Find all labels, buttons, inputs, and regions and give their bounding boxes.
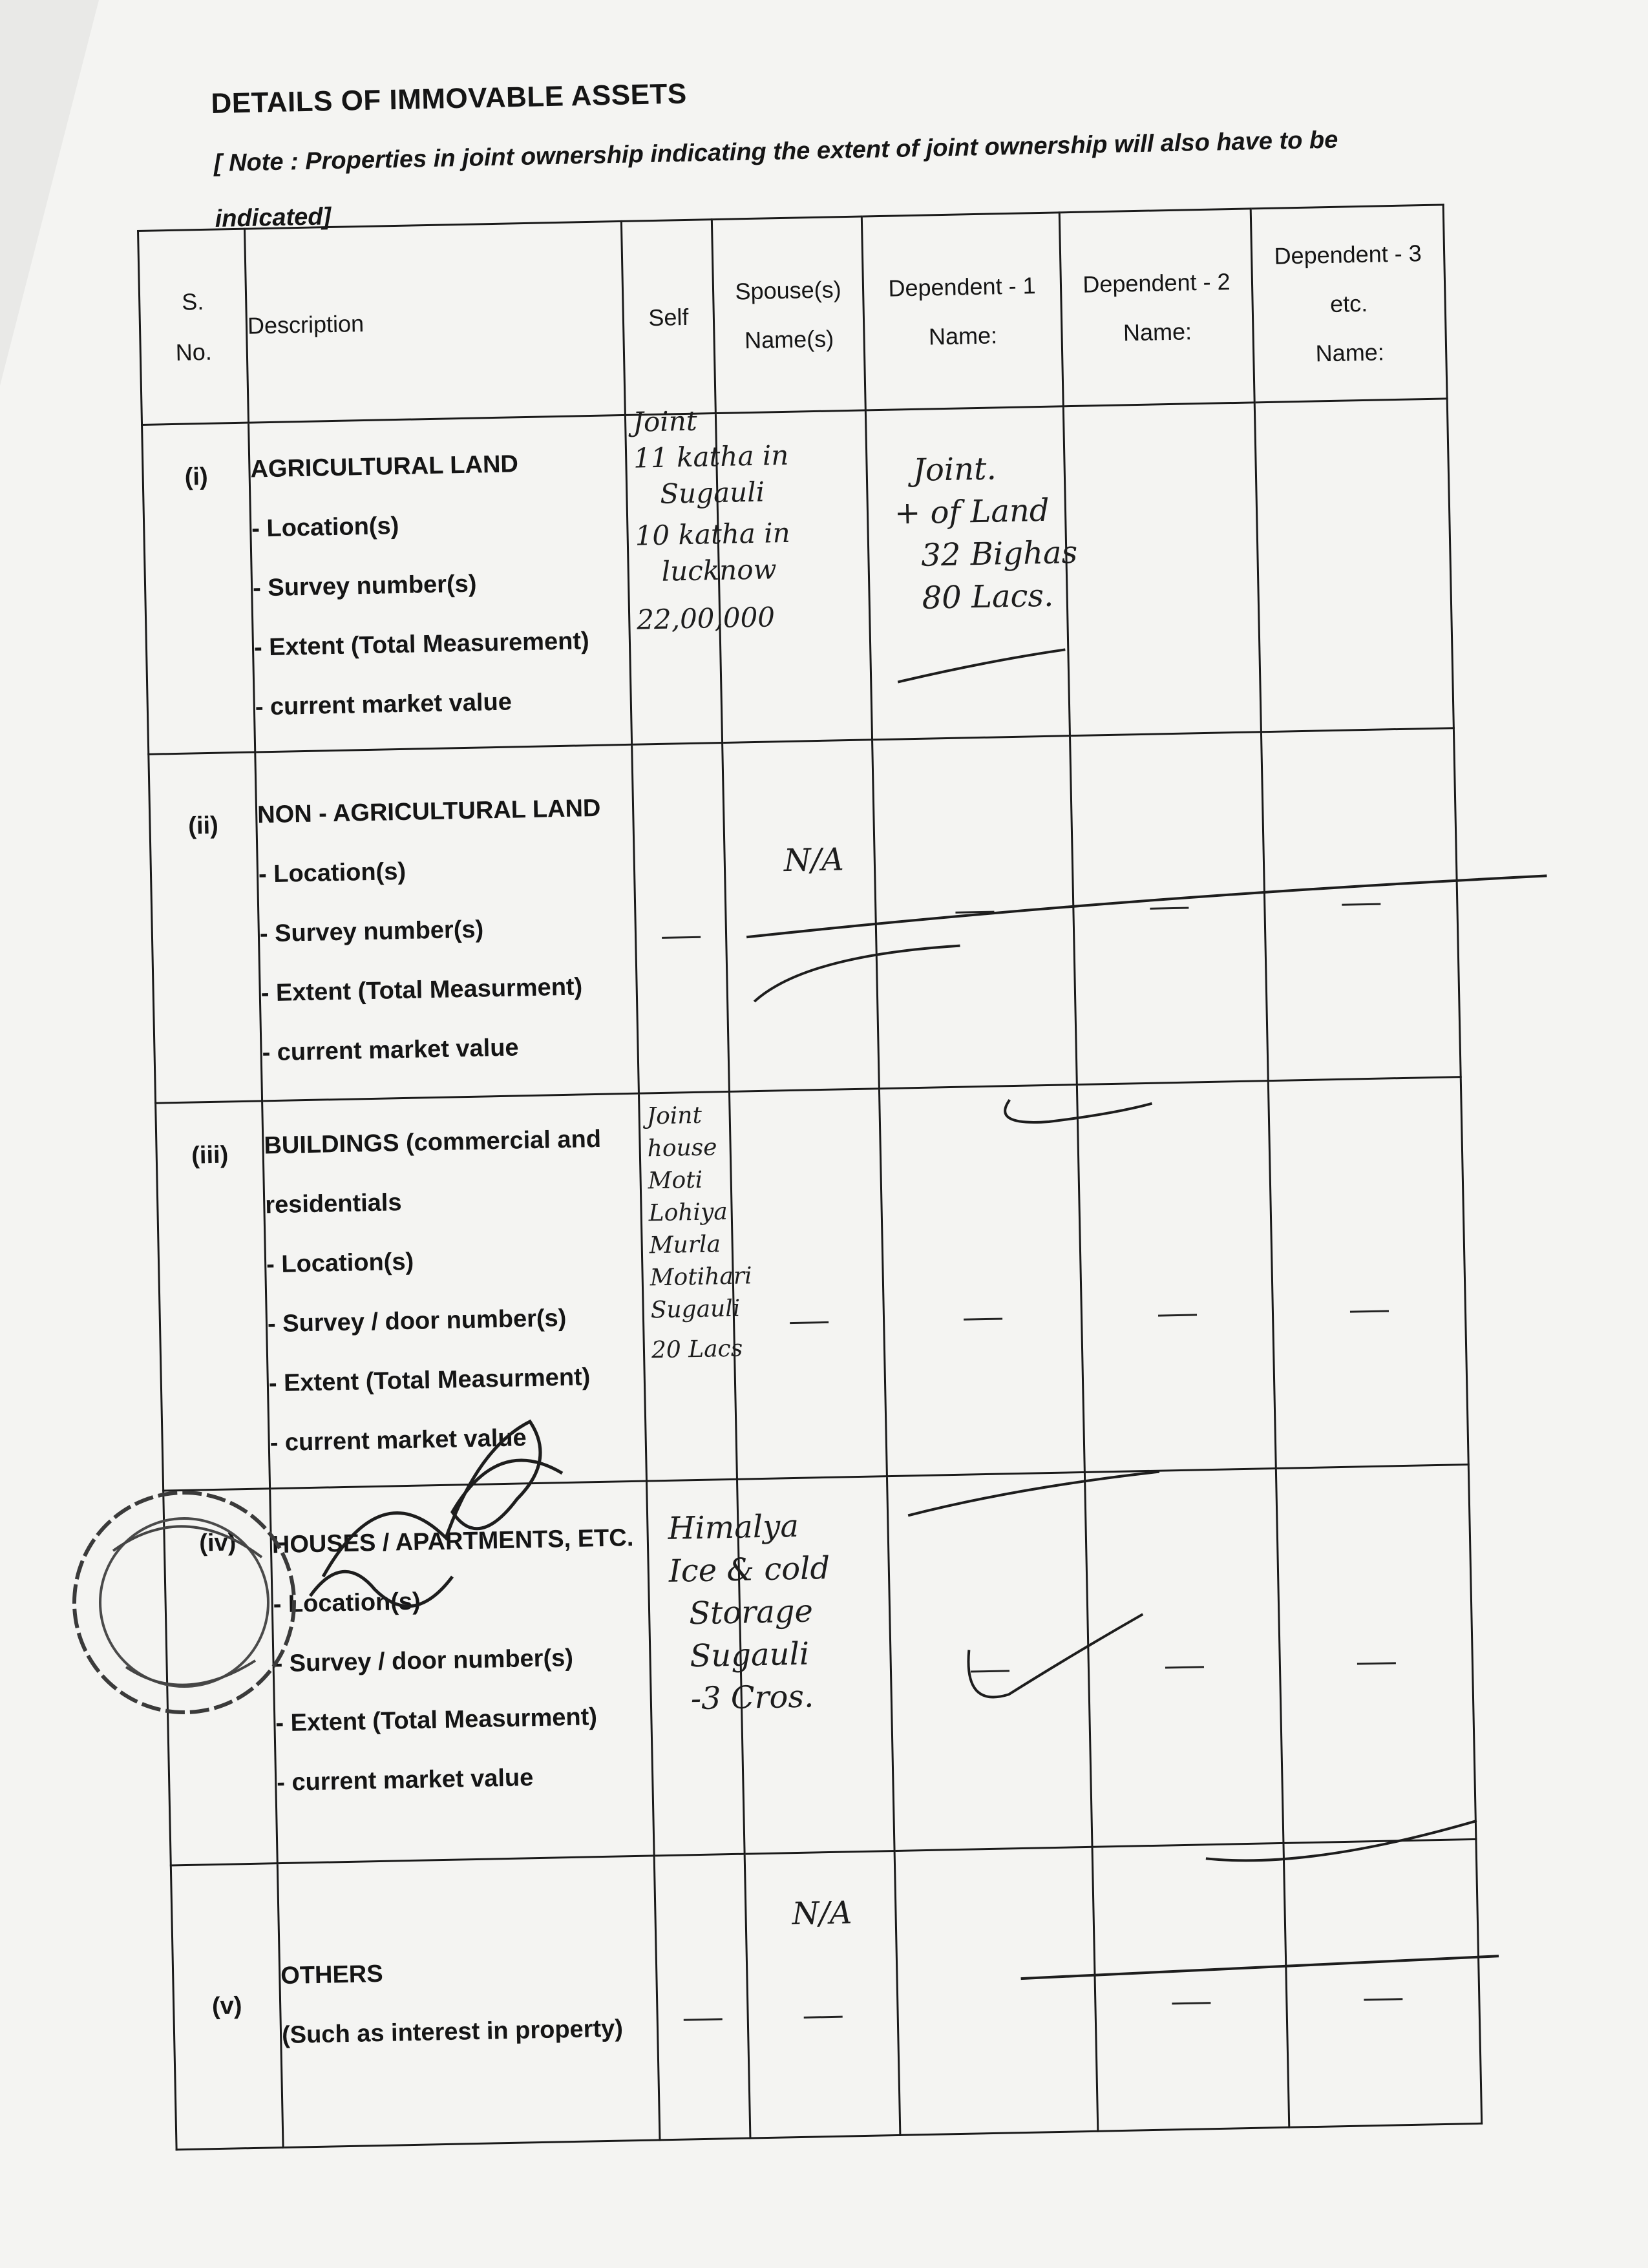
dash-mark — [683, 2018, 722, 2021]
dependent-1-header: Dependent - 1 Name: — [861, 213, 1063, 410]
dependent-3-cell — [1276, 1465, 1476, 1843]
row-title-continued: residentials — [264, 1189, 402, 1219]
self-cell — [654, 1854, 750, 2140]
dependent-2-cell — [1077, 1081, 1276, 1473]
row-description: OTHERS (Such as interest in property) — [277, 1856, 660, 2148]
row-number: (ii) — [149, 752, 262, 1103]
dash-mark — [1364, 1998, 1402, 2000]
handwritten-dependent-1-entry: Joint. + of Land 32 Bighas 80 Lacs. — [894, 450, 1078, 616]
row-number: (v) — [171, 1864, 283, 2150]
row-title: HOUSES / APARTMENTS, ETC. — [271, 1524, 634, 1559]
handwritten-self-entry: Himalya Ice & cold Storage Sugauli -3 Cros. — [667, 1507, 830, 1717]
dash-mark — [1165, 1666, 1203, 1668]
dash-mark — [1172, 2002, 1210, 2004]
table-row — [171, 1839, 1481, 2149]
spouse-cell — [729, 1089, 887, 1480]
spouse-cell — [745, 1851, 900, 2138]
dependent-3-cell — [1284, 1839, 1482, 2127]
dependent-1-cell — [872, 736, 1077, 1089]
dash-mark — [964, 1318, 1002, 1320]
dependent-1-cell — [894, 1847, 1098, 2135]
dash-mark — [662, 936, 701, 939]
row-description: BUILDINGS (commercial and residentials - Location(s) - Survey / door number(s) - Extent (Total Measurment) - current market value — [262, 1093, 647, 1489]
ownership-note: [ Note : Properties in joint ownership indicating the extent of joint ownership will also have to be indicated] — [213, 126, 1338, 233]
dependent-3-cell — [1268, 1077, 1468, 1469]
dash-mark — [971, 1670, 1009, 1672]
row-title: AGRICULTURAL LAND — [250, 450, 519, 483]
row-title: OTHERS — [280, 1960, 384, 1990]
dependent-2-cell — [1084, 1469, 1284, 1847]
row-number: (i) — [142, 423, 255, 754]
dependent-2-cell — [1092, 1843, 1289, 2131]
dash-mark — [1150, 907, 1188, 910]
dependent-3-header: Dependent - 3 etc. Name: — [1251, 205, 1447, 403]
table-row — [142, 399, 1454, 754]
spouse-header: Spouse(s) Name(s) — [712, 216, 865, 414]
dependent-2-cell — [1070, 732, 1268, 1085]
signature-scribble-icon — [284, 1383, 672, 1641]
immovable-assets-form — [137, 204, 1481, 2148]
dash-mark — [1158, 1314, 1197, 1316]
row-description: HOUSES / APARTMENTS, ETC. - Location(s) - Survey / door number(s) - Extent (Total Measurment) - current market value — [270, 1481, 655, 1864]
dependent-1-cell — [887, 1472, 1092, 1851]
handwritten-na: N/A — [791, 1895, 852, 1933]
dependent-1-cell — [879, 1085, 1084, 1476]
dependent-3-cell — [1254, 399, 1453, 732]
assets-table — [137, 204, 1483, 2150]
row-title: NON - AGRICULTURAL LAND — [257, 794, 601, 829]
header-row — [138, 205, 1448, 425]
row-number: (iii) — [156, 1101, 270, 1491]
self-cell — [632, 742, 730, 1093]
table-row — [149, 728, 1461, 1103]
row-number: (iv) — [164, 1489, 278, 1865]
row-description: AGRICULTURAL LAND - Location(s) - Survey number(s) - Extent (Total Measurement) - current market value — [249, 415, 632, 752]
description-header: Description — [244, 221, 625, 423]
dash-mark — [1357, 1662, 1395, 1664]
row-description: NON - AGRICULTURAL LAND - Location(s) - Survey number(s) - Extent (Total Measurment) - current market value — [255, 744, 639, 1101]
handwritten-self-entry: Joint 11 katha in Sugauli 10 katha in lucknow 22,00,000 — [632, 404, 791, 636]
dash-mark — [790, 1321, 829, 1324]
dependent-3-cell — [1261, 728, 1461, 1081]
handwritten-na: N/A — [783, 841, 845, 879]
self-header: Self — [621, 220, 715, 415]
dash-mark — [803, 2016, 842, 2019]
handwritten-self-entry: Joint house Moti Lohiya Murla Motihari Sugauli 20 Lacs — [646, 1102, 752, 1364]
page-title: DETAILS OF IMMOVABLE ASSETS — [211, 78, 688, 120]
sno-header: S. No. — [138, 229, 249, 425]
dependent-2-header: Dependent - 2 Name: — [1059, 209, 1254, 406]
spouse-cell — [723, 740, 880, 1092]
dash-mark — [1349, 1310, 1388, 1312]
dash-mark — [955, 911, 994, 914]
dependent-1-cell — [865, 406, 1078, 740]
self-cell — [625, 404, 791, 745]
dash-mark — [1342, 903, 1380, 906]
row-title: BUILDINGS (commercial and — [264, 1125, 602, 1160]
